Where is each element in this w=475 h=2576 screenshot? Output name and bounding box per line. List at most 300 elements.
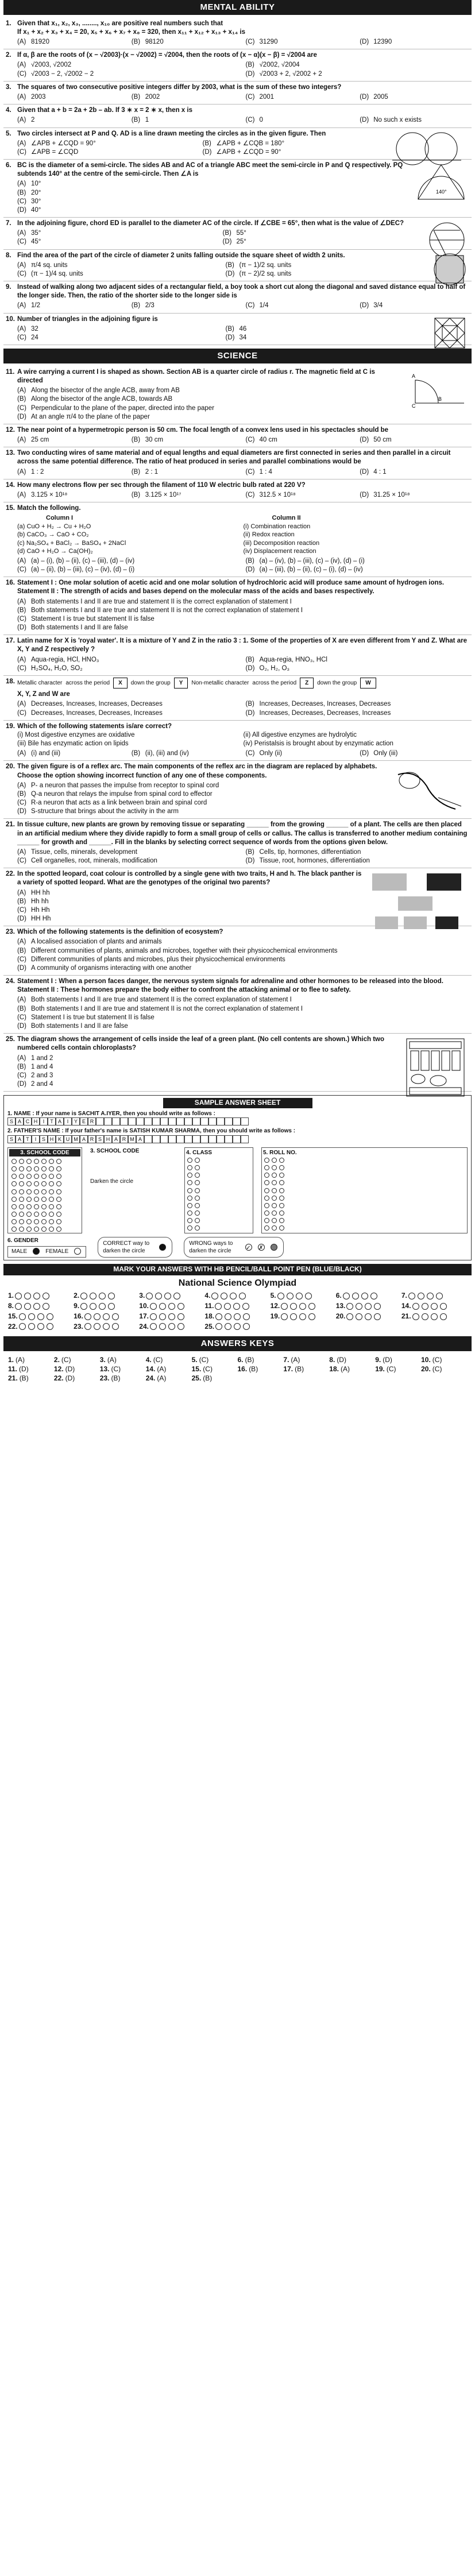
answer-bubble[interactable]	[26, 1181, 32, 1186]
answer-bubble[interactable]	[279, 1180, 284, 1185]
option[interactable]	[17, 1014, 469, 1022]
option[interactable]	[17, 491, 127, 500]
answer-bubble[interactable]	[11, 1219, 17, 1224]
answer-bubble[interactable]	[15, 1293, 22, 1299]
answer-bubble[interactable]	[34, 1166, 39, 1171]
answer-bubble[interactable]	[84, 1323, 91, 1330]
answer-bubble[interactable]	[33, 1303, 40, 1310]
answer-bubble[interactable]	[43, 1293, 49, 1299]
option[interactable]	[17, 206, 412, 215]
option[interactable]	[360, 491, 469, 500]
option[interactable]	[17, 889, 366, 898]
option[interactable]	[17, 700, 241, 709]
answer-bubble[interactable]	[287, 1293, 294, 1299]
option[interactable]	[203, 148, 384, 157]
option[interactable]	[246, 656, 470, 664]
answer-bubble[interactable]	[37, 1323, 44, 1330]
option[interactable]	[17, 1054, 400, 1063]
answer-bubble[interactable]	[56, 1204, 61, 1209]
answer-bubble[interactable]	[279, 1165, 284, 1170]
answer-bubble[interactable]	[146, 1293, 153, 1299]
answer-bubble[interactable]	[356, 1313, 362, 1320]
option[interactable]	[17, 956, 469, 964]
option[interactable]	[223, 238, 424, 246]
answer-bubble[interactable]	[24, 1293, 31, 1299]
option[interactable]	[17, 1072, 400, 1080]
answer-bubble[interactable]	[215, 1313, 222, 1320]
answer-bubble[interactable]	[308, 1303, 315, 1310]
answer-bubble[interactable]	[412, 1303, 419, 1310]
answer-bubble[interactable]	[215, 1323, 222, 1330]
answer-bubble[interactable]	[408, 1293, 415, 1299]
answer-bubble[interactable]	[264, 1210, 269, 1216]
answer-bubble[interactable]	[34, 1174, 39, 1179]
answer-bubble[interactable]	[277, 1293, 284, 1299]
answer-bubble[interactable]	[41, 1197, 47, 1202]
answer-bubble[interactable]	[234, 1313, 241, 1320]
answer-bubble[interactable]	[15, 1303, 22, 1310]
answer-bubble[interactable]	[187, 1196, 192, 1201]
answer-bubble[interactable]	[26, 1189, 32, 1194]
answer-bubble[interactable]	[422, 1303, 428, 1310]
answer-bubble[interactable]	[243, 1313, 250, 1320]
option[interactable]	[17, 906, 366, 915]
option[interactable]	[17, 857, 241, 865]
answer-bubble[interactable]	[343, 1293, 350, 1299]
option[interactable]	[17, 261, 221, 270]
option[interactable]	[17, 848, 241, 857]
answer-bubble[interactable]	[49, 1166, 54, 1171]
option[interactable]	[132, 468, 241, 477]
option[interactable]	[360, 116, 469, 125]
answer-bubble[interactable]	[195, 1173, 200, 1178]
answer-bubble[interactable]	[346, 1313, 353, 1320]
option[interactable]	[17, 938, 469, 946]
answer-bubble[interactable]	[264, 1218, 269, 1223]
option[interactable]	[17, 413, 400, 421]
answer-bubble[interactable]	[34, 1189, 39, 1194]
option[interactable]	[360, 436, 469, 444]
answer-bubble[interactable]	[187, 1158, 192, 1163]
answer-bubble[interactable]	[56, 1212, 61, 1217]
answer-bubble[interactable]	[56, 1219, 61, 1224]
option[interactable]	[17, 180, 412, 188]
answer-bubble[interactable]	[279, 1218, 284, 1223]
answer-bubble[interactable]	[440, 1303, 447, 1310]
answer-bubble[interactable]	[19, 1181, 24, 1186]
answer-bubble[interactable]	[56, 1174, 61, 1179]
answer-bubble[interactable]	[195, 1165, 200, 1170]
answer-bubble[interactable]	[26, 1166, 32, 1171]
answer-bubble[interactable]	[34, 1212, 39, 1217]
answer-bubble[interactable]	[56, 1227, 61, 1232]
answer-bubble[interactable]	[272, 1203, 277, 1208]
option[interactable]	[246, 61, 470, 69]
option[interactable]	[226, 325, 430, 334]
answer-bubble[interactable]	[11, 1159, 17, 1164]
answer-bubble[interactable]	[49, 1219, 54, 1224]
option[interactable]	[132, 491, 241, 500]
answer-bubble[interactable]	[11, 1212, 17, 1217]
answer-bubble[interactable]	[195, 1203, 200, 1208]
answer-bubble[interactable]	[187, 1218, 192, 1223]
option[interactable]	[17, 468, 127, 477]
option[interactable]	[17, 615, 469, 624]
answer-bubble[interactable]	[26, 1204, 32, 1209]
option[interactable]	[246, 700, 470, 709]
answer-bubble[interactable]	[233, 1303, 240, 1310]
answer-bubble[interactable]	[195, 1225, 200, 1231]
answer-bubble[interactable]	[352, 1293, 359, 1299]
option[interactable]	[17, 598, 469, 606]
option[interactable]	[132, 116, 241, 125]
answer-bubble[interactable]	[99, 1303, 106, 1310]
option[interactable]	[17, 606, 469, 615]
answer-bubble[interactable]	[279, 1188, 284, 1193]
answer-bubble[interactable]	[11, 1227, 17, 1232]
option[interactable]	[246, 709, 470, 718]
option[interactable]	[226, 270, 430, 279]
answer-bubble[interactable]	[412, 1313, 419, 1320]
answer-bubble[interactable]	[49, 1159, 54, 1164]
answer-bubble[interactable]	[195, 1210, 200, 1216]
answer-bubble[interactable]	[272, 1225, 277, 1231]
option[interactable]	[17, 1022, 469, 1031]
answer-bubble[interactable]	[43, 1303, 49, 1310]
option[interactable]	[17, 189, 412, 198]
answer-bubble[interactable]	[49, 1189, 54, 1194]
answer-bubble[interactable]	[272, 1196, 277, 1201]
answer-bubble[interactable]	[168, 1323, 175, 1330]
option[interactable]	[360, 468, 469, 477]
option[interactable]	[17, 799, 389, 807]
answer-bubble[interactable]	[187, 1203, 192, 1208]
answer-bubble[interactable]	[49, 1197, 54, 1202]
option[interactable]	[132, 749, 241, 758]
option[interactable]	[246, 301, 356, 310]
answer-bubble[interactable]	[26, 1174, 32, 1179]
answer-bubble[interactable]	[19, 1219, 24, 1224]
answer-bubble[interactable]	[49, 1212, 54, 1217]
answer-bubble[interactable]	[272, 1218, 277, 1223]
option[interactable]	[246, 70, 470, 79]
option[interactable]	[17, 140, 198, 148]
answer-bubble[interactable]	[264, 1158, 269, 1163]
option[interactable]	[17, 116, 127, 125]
answer-bubble[interactable]	[374, 1313, 381, 1320]
option[interactable]	[246, 38, 356, 47]
answer-bubble[interactable]	[47, 1323, 53, 1330]
answer-bubble[interactable]	[19, 1212, 24, 1217]
option[interactable]	[17, 749, 127, 758]
answer-bubble[interactable]	[41, 1166, 47, 1171]
answer-bubble[interactable]	[264, 1225, 269, 1231]
option[interactable]	[246, 116, 356, 125]
answer-bubble[interactable]	[299, 1303, 306, 1310]
answer-bubble[interactable]	[177, 1303, 184, 1310]
answer-bubble[interactable]	[108, 1303, 115, 1310]
option[interactable]	[17, 656, 241, 664]
option[interactable]	[132, 301, 241, 310]
option[interactable]	[17, 947, 469, 956]
answer-bubble[interactable]	[24, 1303, 31, 1310]
option[interactable]	[17, 915, 366, 923]
answer-bubble[interactable]	[230, 1293, 237, 1299]
answer-bubble[interactable]	[103, 1313, 110, 1320]
answer-bubble[interactable]	[422, 1313, 428, 1320]
answer-bubble[interactable]	[90, 1293, 96, 1299]
option[interactable]	[17, 664, 241, 673]
option[interactable]	[226, 261, 430, 270]
answer-bubble[interactable]	[26, 1227, 32, 1232]
answer-bubble[interactable]	[264, 1203, 269, 1208]
answer-bubble[interactable]	[224, 1303, 231, 1310]
answer-bubble[interactable]	[374, 1303, 381, 1310]
answer-bubble[interactable]	[234, 1323, 241, 1330]
answer-bubble[interactable]	[264, 1188, 269, 1193]
answer-bubble[interactable]	[56, 1159, 61, 1164]
answer-bubble[interactable]	[34, 1227, 39, 1232]
answer-bubble[interactable]	[281, 1313, 288, 1320]
answer-bubble[interactable]	[150, 1303, 157, 1310]
answer-bubble[interactable]	[177, 1313, 184, 1320]
answer-bubble[interactable]	[49, 1204, 54, 1209]
answer-bubble[interactable]	[431, 1313, 438, 1320]
option[interactable]	[17, 624, 469, 632]
answer-bubble[interactable]	[279, 1210, 284, 1216]
option[interactable]	[17, 148, 198, 157]
answer-bubble[interactable]	[225, 1313, 231, 1320]
answer-bubble[interactable]	[33, 1293, 40, 1299]
answer-bubble[interactable]	[195, 1180, 200, 1185]
female-bubble[interactable]	[74, 1248, 81, 1255]
option[interactable]	[17, 395, 400, 404]
answer-bubble[interactable]	[195, 1188, 200, 1193]
answer-bubble[interactable]	[290, 1313, 297, 1320]
option[interactable]	[246, 93, 356, 102]
answer-bubble[interactable]	[112, 1313, 119, 1320]
answer-bubble[interactable]	[168, 1303, 175, 1310]
answer-bubble[interactable]	[159, 1313, 166, 1320]
answer-bubble[interactable]	[243, 1323, 250, 1330]
option[interactable]	[246, 557, 470, 566]
answer-bubble[interactable]	[41, 1212, 47, 1217]
answer-bubble[interactable]	[418, 1293, 424, 1299]
answer-bubble[interactable]	[370, 1293, 377, 1299]
answer-bubble[interactable]	[11, 1189, 17, 1194]
answer-bubble[interactable]	[279, 1203, 284, 1208]
option[interactable]	[17, 1063, 400, 1072]
answer-bubble[interactable]	[19, 1189, 24, 1194]
answer-bubble[interactable]	[80, 1303, 87, 1310]
answer-bubble[interactable]	[346, 1303, 353, 1310]
answer-bubble[interactable]	[19, 1166, 24, 1171]
answer-bubble[interactable]	[187, 1210, 192, 1216]
option[interactable]	[203, 140, 384, 148]
answer-bubble[interactable]	[195, 1218, 200, 1223]
answer-bubble[interactable]	[90, 1303, 96, 1310]
option[interactable]	[360, 38, 469, 47]
answer-bubble[interactable]	[431, 1303, 438, 1310]
answer-bubble[interactable]	[56, 1181, 61, 1186]
answer-bubble[interactable]	[19, 1204, 24, 1209]
option[interactable]	[17, 996, 469, 1004]
answer-bubble[interactable]	[49, 1227, 54, 1232]
answer-bubble[interactable]	[187, 1180, 192, 1185]
answer-bubble[interactable]	[239, 1293, 246, 1299]
answer-bubble[interactable]	[308, 1313, 315, 1320]
answer-bubble[interactable]	[150, 1323, 157, 1330]
answer-bubble[interactable]	[281, 1303, 288, 1310]
option[interactable]	[17, 782, 389, 790]
answer-bubble[interactable]	[80, 1293, 87, 1299]
answer-bubble[interactable]	[225, 1323, 231, 1330]
answer-bubble[interactable]	[361, 1293, 368, 1299]
answer-bubble[interactable]	[187, 1165, 192, 1170]
answer-bubble[interactable]	[279, 1158, 284, 1163]
answer-bubble[interactable]	[49, 1181, 54, 1186]
option[interactable]	[17, 557, 241, 566]
option[interactable]	[17, 301, 127, 310]
answer-bubble[interactable]	[34, 1204, 39, 1209]
answer-bubble[interactable]	[94, 1313, 101, 1320]
answer-bubble[interactable]	[56, 1189, 61, 1194]
answer-bubble[interactable]	[365, 1303, 372, 1310]
answer-bubble[interactable]	[41, 1174, 47, 1179]
answer-bubble[interactable]	[272, 1158, 277, 1163]
option[interactable]	[17, 270, 221, 279]
answer-bubble[interactable]	[11, 1197, 17, 1202]
answer-bubble[interactable]	[19, 1227, 24, 1232]
option[interactable]	[223, 229, 424, 238]
option[interactable]	[132, 436, 241, 444]
option[interactable]	[246, 857, 470, 865]
answer-bubble[interactable]	[187, 1188, 192, 1193]
answer-bubble[interactable]	[279, 1173, 284, 1178]
option[interactable]	[17, 1005, 469, 1014]
answer-bubble[interactable]	[41, 1159, 47, 1164]
answer-bubble[interactable]	[103, 1323, 110, 1330]
option[interactable]	[246, 664, 470, 673]
option[interactable]	[17, 238, 218, 246]
answer-bubble[interactable]	[94, 1323, 101, 1330]
answer-bubble[interactable]	[34, 1181, 39, 1186]
answer-bubble[interactable]	[26, 1159, 32, 1164]
answer-bubble[interactable]	[159, 1323, 166, 1330]
option[interactable]	[17, 334, 221, 342]
answer-bubble[interactable]	[299, 1313, 306, 1320]
answer-bubble[interactable]	[11, 1204, 17, 1209]
answer-bubble[interactable]	[279, 1225, 284, 1231]
answer-bubble[interactable]	[215, 1303, 222, 1310]
answer-bubble[interactable]	[28, 1313, 35, 1320]
option[interactable]	[360, 93, 469, 102]
option[interactable]	[246, 436, 356, 444]
option[interactable]	[17, 198, 412, 206]
answer-bubble[interactable]	[187, 1173, 192, 1178]
answer-bubble[interactable]	[272, 1210, 277, 1216]
answer-bubble[interactable]	[26, 1219, 32, 1224]
answer-bubble[interactable]	[427, 1293, 434, 1299]
answer-bubble[interactable]	[173, 1293, 180, 1299]
option[interactable]	[17, 70, 241, 79]
option[interactable]	[17, 404, 400, 413]
option[interactable]	[226, 334, 430, 342]
option[interactable]	[17, 229, 218, 238]
answer-bubble[interactable]	[221, 1293, 227, 1299]
answer-bubble[interactable]	[34, 1159, 39, 1164]
option[interactable]	[17, 436, 127, 444]
option[interactable]	[246, 566, 470, 574]
answer-bubble[interactable]	[272, 1180, 277, 1185]
option[interactable]	[17, 709, 241, 718]
option[interactable]	[246, 848, 470, 857]
option[interactable]	[132, 93, 241, 102]
answer-bubble[interactable]	[164, 1293, 171, 1299]
option[interactable]	[246, 749, 356, 758]
option[interactable]	[17, 325, 221, 334]
answer-bubble[interactable]	[26, 1212, 32, 1217]
answer-bubble[interactable]	[195, 1158, 200, 1163]
option[interactable]	[17, 93, 127, 102]
answer-bubble[interactable]	[11, 1166, 17, 1171]
option[interactable]	[17, 566, 241, 574]
option[interactable]	[132, 38, 241, 47]
answer-bubble[interactable]	[41, 1219, 47, 1224]
answer-bubble[interactable]	[272, 1165, 277, 1170]
answer-bubble[interactable]	[264, 1196, 269, 1201]
answer-bubble[interactable]	[211, 1293, 218, 1299]
answer-bubble[interactable]	[56, 1166, 61, 1171]
answer-bubble[interactable]	[47, 1313, 53, 1320]
answer-bubble[interactable]	[84, 1313, 91, 1320]
option[interactable]	[246, 468, 356, 477]
answer-bubble[interactable]	[272, 1173, 277, 1178]
option[interactable]	[17, 790, 389, 799]
answer-bubble[interactable]	[264, 1173, 269, 1178]
answer-bubble[interactable]	[19, 1313, 26, 1320]
answer-bubble[interactable]	[108, 1293, 115, 1299]
option[interactable]	[17, 964, 469, 973]
answer-bubble[interactable]	[11, 1174, 17, 1179]
answer-bubble[interactable]	[305, 1293, 312, 1299]
answer-bubble[interactable]	[242, 1303, 249, 1310]
answer-bubble[interactable]	[37, 1313, 44, 1320]
answer-bubble[interactable]	[187, 1225, 192, 1231]
option[interactable]	[360, 749, 469, 758]
male-bubble[interactable]	[33, 1248, 40, 1255]
answer-bubble[interactable]	[177, 1323, 184, 1330]
answer-bubble[interactable]	[41, 1189, 47, 1194]
answer-bubble[interactable]	[440, 1313, 447, 1320]
answer-bubble[interactable]	[19, 1323, 26, 1330]
option[interactable]	[17, 61, 241, 69]
answer-bubble[interactable]	[26, 1197, 32, 1202]
answer-bubble[interactable]	[19, 1159, 24, 1164]
answer-bubble[interactable]	[195, 1196, 200, 1201]
answer-bubble[interactable]	[19, 1174, 24, 1179]
answer-bubble[interactable]	[28, 1323, 35, 1330]
answer-bubble[interactable]	[159, 1303, 166, 1310]
answer-bubble[interactable]	[41, 1181, 47, 1186]
answer-bubble[interactable]	[41, 1204, 47, 1209]
option[interactable]	[17, 898, 366, 906]
answer-bubble[interactable]	[356, 1303, 362, 1310]
answer-bubble[interactable]	[264, 1165, 269, 1170]
answer-bubble[interactable]	[436, 1293, 443, 1299]
option[interactable]	[246, 491, 356, 500]
answer-bubble[interactable]	[150, 1313, 157, 1320]
